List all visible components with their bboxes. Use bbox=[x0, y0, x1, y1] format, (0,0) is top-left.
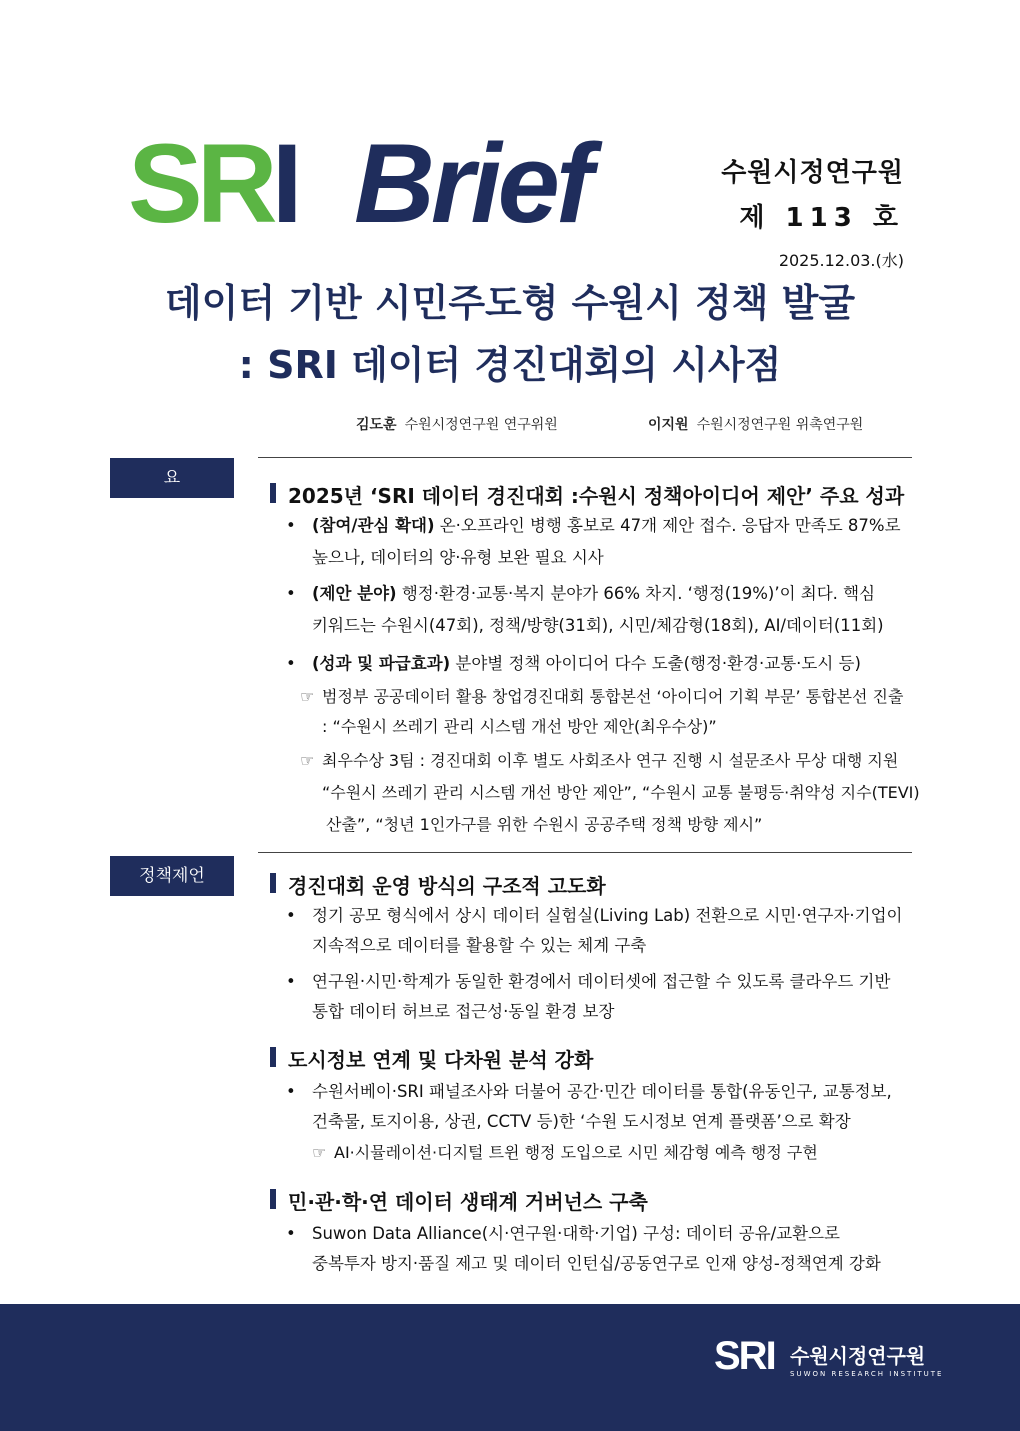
sub-text: 최우수상 3팀 : 경진대회 이후 별도 사회조사 연구 진행 시 설문조사 무상 대행 지원 bbox=[322, 751, 899, 770]
policy-divider bbox=[258, 852, 912, 853]
author-name: 이지원 bbox=[648, 417, 689, 433]
footer-band bbox=[0, 1304, 1020, 1431]
bullet-text: 수원서베이·SRI 패널조사와 더불어 공간·민간 데이터를 통합(유동인구, 교통정보, bbox=[312, 1082, 892, 1101]
bullet-text: 온·오프라인 병행 홍보로 47개 제안 접수. 응답자 만족도 87%로 bbox=[434, 516, 901, 535]
sub-text: “수원시 쓰레기 관리 시스템 개선 방안 제안”, “수원시 교통 불평등·취약성 지수(TEVI) bbox=[322, 783, 920, 802]
logo-letter-r: R bbox=[196, 121, 272, 246]
pointing-hand-icon: ☞ bbox=[300, 751, 315, 770]
bullet-text: 통합 데이터 허브로 접근성·동일 환경 보장 bbox=[312, 1002, 615, 1021]
bullet-icon: • bbox=[286, 1082, 296, 1101]
bullet-text: 중복투자 방지·품질 제고 및 데이터 인턴십/공동연구로 인재 양성-정책연계 강화 bbox=[312, 1254, 881, 1273]
bullet-text: 정기 공모 형식에서 상시 데이터 실험실(Living Lab) 전환으로 시민·연구자·기업이 bbox=[312, 906, 903, 925]
footer-org-name-en: SUWON RESEARCH INSTITUTE bbox=[790, 1370, 944, 1378]
bullet-icon: • bbox=[286, 1224, 296, 1243]
bullet-text: 연구원·시민·학계가 동일한 환경에서 데이터셋에 접근할 수 있도록 클라우드 기반 bbox=[312, 972, 891, 991]
issue-org: 수원시정연구원 bbox=[721, 158, 904, 188]
pointing-hand-icon: ☞ bbox=[312, 1143, 327, 1162]
footer-org-name: 수원시정연구원 bbox=[790, 1344, 926, 1368]
bullet-text: 높으나, 데이터의 양·유형 보완 필요 시사 bbox=[312, 548, 604, 567]
author-affiliation: 수원시정연구원 위촉연구원 bbox=[696, 417, 864, 433]
issue-date: 2025.12.03.(水) bbox=[778, 251, 904, 270]
bullet-text: 건축물, 토지이용, 상권, CCTV 등)한 ‘수원 도시정보 연계 플랫폼’으로 확장 bbox=[312, 1112, 851, 1131]
bullet-lead: (제안 분야) bbox=[312, 584, 397, 603]
page-title-line1: 데이터 기반 시민주도형 수원시 정책 발굴 bbox=[164, 281, 856, 325]
summary-label: 요 약 bbox=[110, 458, 234, 498]
bullet-text: 키워드는 수원시(47회), 정책/방향(31회), 시민/체감형(18회), AI/데이터(11회) bbox=[312, 616, 884, 635]
sub-text: : “수원시 쓰레기 관리 시스템 개선 방안 제안(최우수상)” bbox=[322, 717, 717, 736]
pointing-hand-icon: ☞ bbox=[300, 687, 315, 706]
author-2 bbox=[648, 414, 863, 434]
logo-letter-i: I bbox=[271, 121, 297, 246]
bullet-lead: (참여/관심 확대) bbox=[312, 516, 435, 535]
bullet-icon: • bbox=[286, 654, 296, 673]
logo-letter-s: S bbox=[128, 121, 197, 246]
author-1 bbox=[356, 414, 558, 434]
policy-heading-3: 민·관·학·연 데이터 생태계 거버넌스 구축 bbox=[270, 1186, 648, 1215]
issue-info bbox=[721, 152, 904, 271]
bullet-lead: (성과 및 파급효과) bbox=[312, 654, 451, 673]
policy-label: 정책제언 bbox=[110, 856, 234, 896]
summary-divider bbox=[258, 457, 912, 458]
sub-text: 산출”, “청년 1인가구를 위한 수원시 공공주택 정책 방향 제시” bbox=[326, 815, 763, 834]
sub-text: 범정부 공공데이터 활용 창업경진대회 통합본선 ‘아이디어 기획 부문’ 통합본선 진출 bbox=[322, 687, 904, 706]
summary-heading: 2025년 ‘SRI 데이터 경진대회 :수원시 정책아이디어 제안’ 주요 성과 bbox=[270, 480, 904, 509]
author-name: 김도훈 bbox=[356, 417, 397, 433]
bullet-icon: • bbox=[286, 972, 296, 991]
policy-heading-1: 경진대회 운영 방식의 구조적 고도화 bbox=[270, 870, 606, 899]
bullet-text: Suwon Data Alliance(시·연구원·대학·기업) 구성: 데이터 공유/교환으로 bbox=[312, 1224, 840, 1243]
bullet-icon: • bbox=[286, 584, 296, 603]
bullet-text: 지속적으로 데이터를 활용할 수 있는 체계 구축 bbox=[312, 936, 647, 955]
policy-heading-2: 도시정보 연계 및 다차원 분석 강화 bbox=[270, 1044, 593, 1073]
footer-logo-sri: SRI bbox=[714, 1334, 775, 1378]
footer-logo bbox=[714, 1334, 944, 1384]
sub-text: AI·시뮬레이션·디지털 트윈 행정 도입으로 시민 체감형 예측 행정 구현 bbox=[334, 1143, 818, 1162]
author-affiliation: 수원시정연구원 연구위원 bbox=[404, 417, 558, 433]
logo-sri bbox=[128, 121, 297, 246]
bullet-icon: • bbox=[286, 906, 296, 925]
page-title-line2: : SRI 데이터 경진대회의 시사점 bbox=[238, 343, 782, 387]
issue-number: 제 113 호 bbox=[739, 203, 904, 233]
bullet-text: 분야별 정책 아이디어 다수 도출(행정·환경·교통·도시 등) bbox=[450, 654, 861, 673]
logo-brief: Brief bbox=[354, 121, 590, 246]
bullet-text: 행정·환경·교통·복지 분야가 66% 차지. ‘행정(19%)’이 최다. 핵심 bbox=[396, 584, 876, 603]
bullet-icon: • bbox=[286, 516, 296, 535]
